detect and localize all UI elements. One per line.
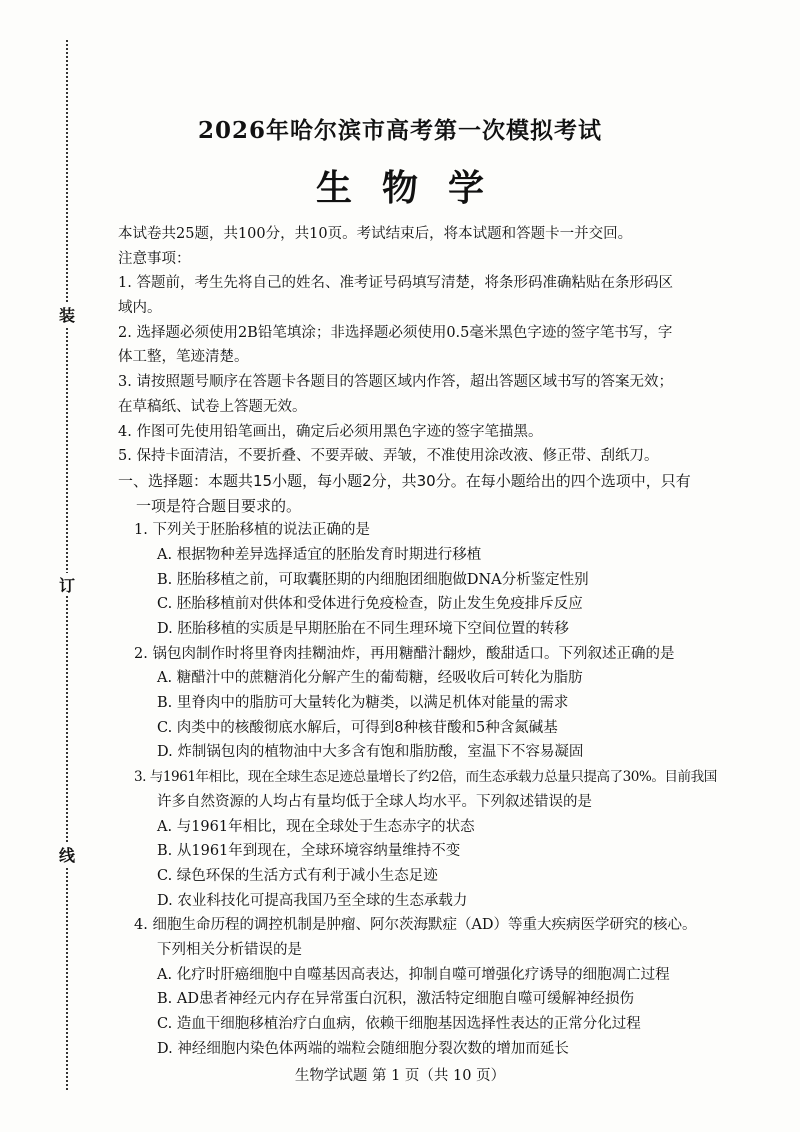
option-d: D. 炸制锅包肉的植物油中大多含有饱和脂肪酸，室温下不容易凝固 — [157, 744, 584, 761]
page-footer: 生物学试题 第 1 页（共 10 页） — [294, 1068, 506, 1084]
option-d: D. 神经细胞内染色体两端的端粒会随细胞分裂次数的增加而延长 — [157, 1040, 569, 1057]
option-a: A. 根据物种差异选择适宜的胚胎发育时期进行移植 — [157, 546, 482, 563]
option-a: A. 糖醋汁中的蔗糖消化分解产生的葡萄糖，经吸收后可转化为脂肪 — [157, 670, 583, 687]
intro-text: 本试卷共25题，共100分，共10页。考试结束后，将本试题和答题卡一并交回。 — [118, 226, 633, 242]
option-c: C. 肉类中的核酸彻底水解后，可得到8种核苷酸和5种含氮碱基 — [157, 719, 558, 736]
notice-line: 4. 作图可先使用铅笔画出，确定后必须用黑色字迹的签字笔描黑。 — [118, 423, 543, 440]
notice-line: 体工整，笔迹清楚。 — [118, 349, 249, 366]
question-stem-cont: 下列相关分析错误的是 — [157, 941, 302, 958]
notice-line: 域内。 — [118, 300, 162, 317]
binding-mark-zhuang: 装 — [56, 303, 78, 326]
notice-heading: 注意事项： — [118, 250, 191, 267]
question-stem: 4. 细胞生命历程的调控机制是肿瘤、阿尔茨海默症（AD）等重大疾病医学研究的核心。 — [134, 917, 697, 934]
question-stem: 2. 锅包肉制作时将里脊肉挂糊油炸，再用糖醋汁翻炒，酸甜适口。下列叙述正确的是 — [134, 645, 675, 662]
binding-mark-xian: 线 — [56, 843, 78, 866]
binding-mark-ding: 订 — [56, 573, 78, 596]
exam-body — [118, 222, 738, 1061]
question-stem-cont: 许多自然资源的人均占有量均低于全球人均水平。下列叙述错误的是 — [157, 793, 592, 810]
notice-line: 2. 选择题必须使用2B铅笔填涂；非选择题必须使用0.5毫米黑色字迹的签字笔书写，字 — [118, 324, 673, 341]
option-a: A. 化疗时肝癌细胞中自噬基因高表达，抑制自噬可增强化疗诱导的细胞凋亡过程 — [157, 966, 670, 983]
question-stem: 3. 与1961年相比，现在全球生态足迹总量增长了约2倍，而生态承载力总量只提高了30%。目前我国 — [134, 769, 717, 786]
section-heading-cont: 一项是符合题目要求的。 — [136, 496, 302, 515]
option-b: B. 从1961年到现在，全球环境容纳量维持不变 — [157, 843, 461, 860]
notice-line: 1. 答题前，考生先将自己的姓名、准考证号码填写清楚，将条形码准确粘贴在条形码区 — [118, 275, 673, 292]
option-b: B. 胚胎移植之前，可取囊胚期的内细胞团细胞做DNA分析鉴定性别 — [157, 571, 589, 588]
subject-title: 生物学 — [315, 167, 514, 209]
exam-title: 2026年哈尔滨市高考第一次模拟考试 — [197, 117, 602, 144]
option-c: C. 绿色环保的生活方式有利于减小生态足迹 — [157, 867, 438, 884]
option-b: B. 里脊肉中的脂肪可大量转化为糖类，以满足机体对能量的需求 — [157, 695, 569, 712]
option-c: C. 胚胎移植前对供体和受体进行免疫检查，防止发生免疫排斥反应 — [157, 596, 583, 613]
option-c: C. 造血干细胞移植治疗白血病，依赖干细胞基因选择性表达的正常分化过程 — [157, 1016, 641, 1032]
option-b: B. AD患者神经元内存在异常蛋白沉积，激活特定细胞自噬可缓解神经损伤 — [157, 991, 634, 1008]
question-stem: 1. 下列关于胚胎移植的说法正确的是 — [134, 522, 370, 539]
notice-line: 3. 请按照题号顺序在答题卡各题目的答题区域内作答，超出答题区域书写的答案无效； — [118, 374, 673, 391]
notice-line: 5. 保持卡面清洁，不要折叠、不要弄破、弄皱，不准使用涂改液、修正带、刮纸刀。 — [118, 448, 659, 465]
option-d: D. 胚胎移植的实质是早期胚胎在不同生理环境下空间位置的转移 — [157, 621, 569, 637]
section-heading: 一、选择题：本题共15小题，每小题2分，共30分。在每小题给出的四个选项中，只有 — [118, 471, 691, 490]
option-d: D. 农业科技化可提高我国乃至全球的生态承载力 — [157, 892, 468, 909]
notice-line: 在草稿纸、试卷上答题无效。 — [118, 398, 307, 415]
option-a: A. 与1961年相比，现在全球处于生态赤字的状态 — [157, 818, 475, 835]
